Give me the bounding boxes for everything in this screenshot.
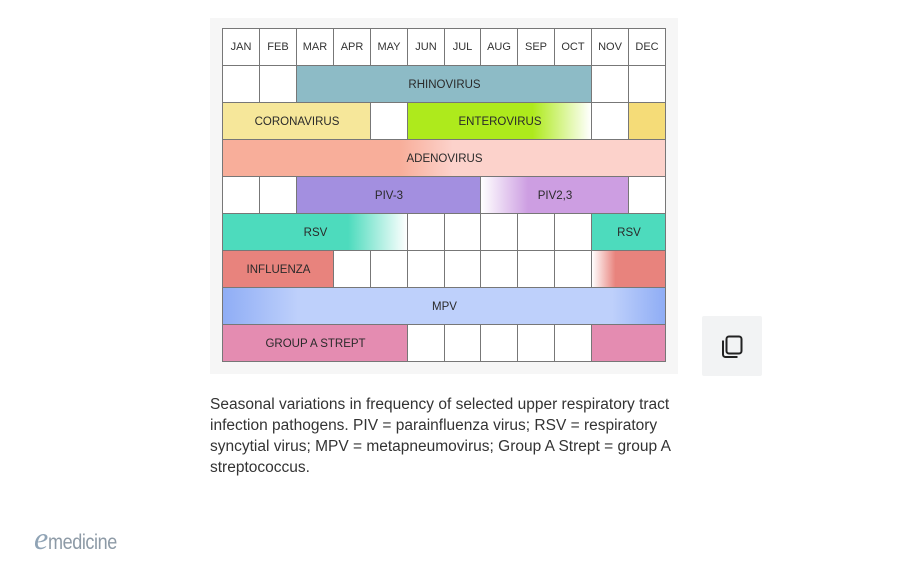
band-coronavirus-enterovirus-2 [629,103,666,140]
month-header-jun: JUN [408,29,445,66]
pathogen-label: MPV [432,300,457,313]
empty-cell [555,325,592,362]
band-group-a-strept-1 [592,325,666,362]
empty-cell [629,66,666,103]
figure-caption: Seasonal variations in frequency of selected upper respiratory tract infection pathogens. PIV = parainfluenza virus; RSV = respiratory syncytial virus; MPV = metapneumovirus; Group A Strept = group A streptococcus. [210,396,671,476]
month-header-apr: APR [334,29,371,66]
month-header-jan: JAN [223,29,260,66]
pathogen-label: RHINOVIRUS [408,78,481,91]
empty-cell [260,66,297,103]
month-header-mar: MAR [297,29,334,66]
empty-cell [518,325,555,362]
emedicine-logo [34,520,128,556]
pathogen-label: PIV-3 [374,189,404,202]
empty-cell [334,251,371,288]
empty-cell [592,103,629,140]
empty-cell [371,251,408,288]
month-header-aug: AUG [481,29,518,66]
pathogen-label: CORONAVIRUS [254,115,340,128]
pathogen-label: ENTEROVIRUS [458,115,542,128]
band-influenza-1 [592,251,666,288]
logo-initial: e [34,520,49,556]
month-header-dec: DEC [629,29,666,66]
empty-cell [445,325,481,362]
month-header-sep: SEP [518,29,555,66]
empty-cell [481,214,518,251]
empty-cell [408,214,445,251]
figure-image [210,18,678,374]
empty-cell [445,214,481,251]
month-header-nov: NOV [592,29,629,66]
seasonal-calendar-grid [222,28,666,362]
pathogen-label: RSV [303,226,328,239]
copy-icon [718,332,746,360]
pathogen-label: GROUP A STREPT [265,337,366,350]
empty-cell [445,251,481,288]
month-header-jul: JUL [445,29,481,66]
empty-cell [592,66,629,103]
logo-text: medicine [48,531,118,554]
empty-cell [408,251,445,288]
pathogen-label: ADENOVIRUS [406,152,483,165]
empty-cell [481,251,518,288]
pathogen-label: PIV2,3 [537,189,573,202]
empty-cell [629,177,666,214]
empty-cell [371,103,408,140]
empty-cell [260,177,297,214]
empty-cell [555,214,592,251]
empty-cell [518,251,555,288]
pathogen-label: INFLUENZA [246,263,311,276]
empty-cell [481,325,518,362]
copy-button[interactable] [702,316,762,376]
month-header-may: MAY [371,29,408,66]
empty-cell [408,325,445,362]
empty-cell [223,177,260,214]
empty-cell [223,66,260,103]
empty-cell [518,214,555,251]
pathogen-label: RSV [617,226,641,239]
month-header-oct: OCT [555,29,592,66]
month-header-feb: FEB [260,29,297,66]
empty-cell [555,251,592,288]
